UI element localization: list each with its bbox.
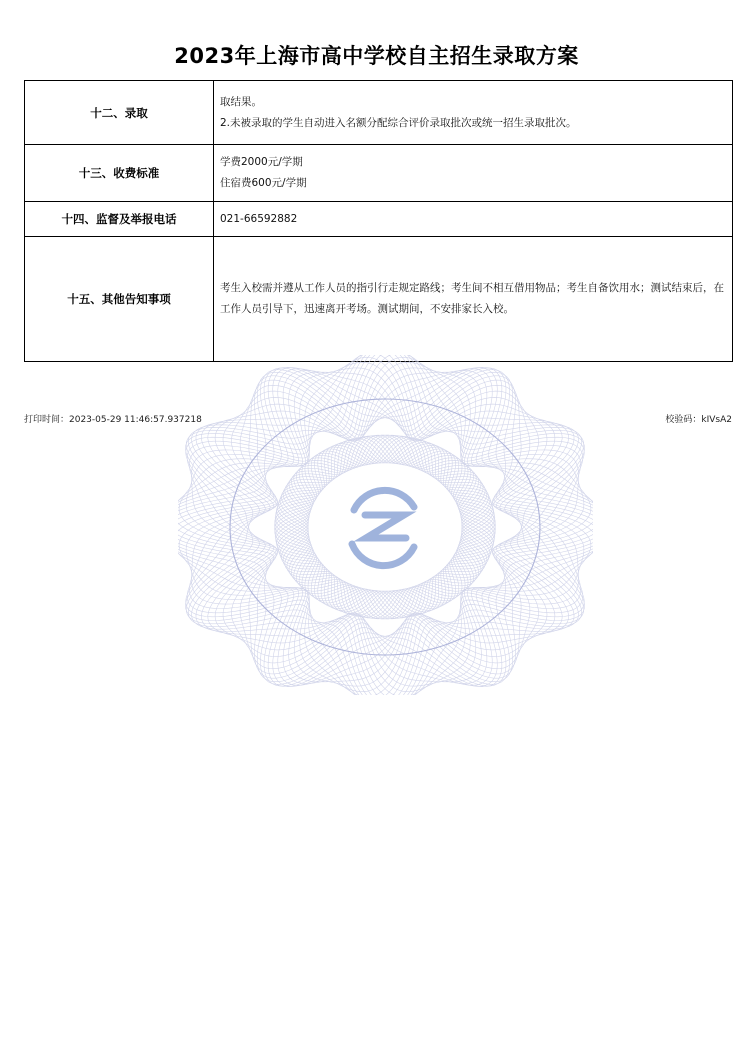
table-row: [25, 237, 733, 362]
content-line: 取结果。: [220, 95, 262, 108]
row-content-admission: [214, 81, 733, 145]
table-row: [25, 81, 733, 145]
content-line: 住宿费600元/学期: [220, 177, 307, 189]
table-row: [25, 145, 733, 202]
content-line: 考生入校需并遵从工作人员的指引行走规定路线；考生间不相互借用物品；考生自备饮用水；测试结束后，在工作人员引导下，迅速离开考场。测试期间，不安排家长入校。: [220, 282, 724, 315]
row-label-admission: 十二、录取: [25, 81, 214, 145]
phone-number: 021-66592882: [220, 212, 298, 225]
table-row: [25, 202, 733, 237]
guilloche-seal-icon: [178, 355, 593, 695]
seal-logo-icon: [352, 490, 414, 565]
row-content-notices: [214, 237, 733, 362]
print-time: 打印时间：2023-05-29 11:46:57.937218: [24, 415, 202, 425]
row-content-fees: [214, 145, 733, 202]
row-content-hotline: [214, 202, 733, 237]
content-line: 学费2000元/学期: [220, 156, 303, 168]
admission-plan-table: [24, 80, 733, 362]
page-title: 2023年上海市高中学校自主招生录取方案: [174, 44, 579, 68]
row-label-fees: 十三、收费标准: [25, 145, 214, 202]
content-line: 2.未被录取的学生自动进入名额分配综合评价录取批次或统一招生录取批次。: [220, 116, 577, 129]
row-label-hotline: 十四、监督及举报电话: [25, 202, 214, 237]
check-code: 校验码：kIVsA2: [665, 415, 732, 425]
row-label-notices: 十五、其他告知事项: [25, 237, 214, 362]
